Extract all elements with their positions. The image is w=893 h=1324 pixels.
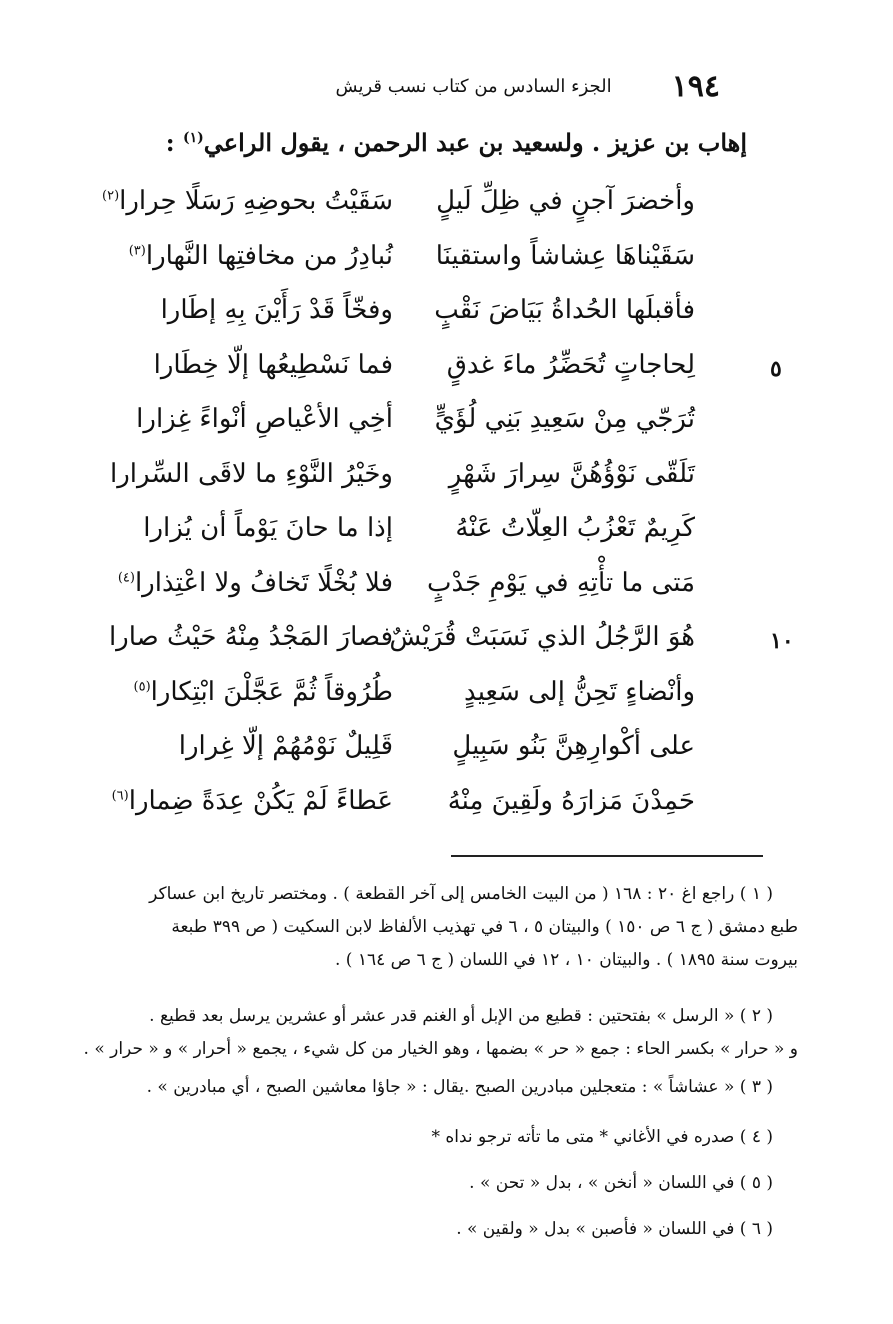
second-hemistich	[103, 731, 393, 761]
page-header	[280, 66, 720, 106]
second-hemistich	[103, 186, 393, 216]
footnote-line: ( ٤ ) صدره في الأغاني * متى ما تأته ترجو نداه *	[431, 1127, 773, 1147]
second-hemistich	[103, 295, 393, 325]
footnote-ref: (١)	[182, 130, 204, 146]
second-hemistich	[103, 241, 393, 271]
first-hemistich: مَتى ما تأْتِهِ في يَوْمِ جَدْبٍ	[426, 567, 695, 598]
footnote-line: ( ٢ ) « الرسل » بفتحتين : قطيع من الإبل أو الغنم قدر عشر أو عشرين يرسل بعد قطيع .	[149, 1006, 773, 1026]
footnote	[58, 878, 798, 977]
verse-line	[0, 778, 893, 833]
footnote-ref: (٥)	[133, 678, 151, 694]
second-hemistich-text: وخَيْرُ النَّوْءِ ما لاقَى السِّرارا	[110, 458, 393, 489]
intro-tail: :	[165, 128, 183, 157]
intro-text: إهاب بن عزيز . ولسعيد بن عبد الرحمن ، يقول الراعي	[203, 128, 747, 157]
footnote-separator	[451, 855, 763, 857]
second-hemistich	[103, 459, 393, 489]
second-hemistich-text: طُرُوقاً ثُمَّ عَجَّلْنَ ابْتِكارا	[150, 676, 393, 707]
running-title: الجزء السادس من كتاب نسب قريش	[335, 75, 612, 97]
footnote-line: بيروت سنة ١٨٩٥ ) . والبيتان ١٠ ، ١٢ في اللسان ( ج ٦ ص ١٦٤ ) .	[335, 950, 798, 970]
second-hemistich-text: عَطاءً لَمْ يَكُنْ عِدَةً ضِمارا	[128, 785, 393, 816]
footnote-line: ( ١ ) راجع اغ ٢٠ : ١٦٨ ( من البيت الخامس إلى آخر القطعة ) . ومختصر تاريخ ابن عساكر	[149, 884, 773, 904]
first-hemistich: تَلَقّى نَوْؤُهُنَّ سِرارَ شَهْرٍ	[448, 458, 695, 489]
footnote-line: ( ٥ ) في اللسان « أنخن » ، بدل « تحن » .	[469, 1173, 773, 1193]
footnote	[58, 1071, 798, 1104]
footnote-line: و « حرار » بكسر الحاء : جمع « حر » بضمها ، وهو الخيار من كل شيء ، يجمع « أحرار » و « حرار » .	[83, 1039, 798, 1059]
footnote-ref: (٣)	[128, 242, 146, 258]
footnote-line: طبع دمشق ( ج ٦ ص ١٥٠ ) والبيتان ٥ ، ٦ في تهذيب الألفاظ لابن السكيت ( ص ٣٩٩ طبعة	[171, 917, 798, 937]
verse-line	[0, 614, 893, 669]
footnote-line: ( ٦ ) في اللسان « فأصبن » بدل « ولقين » .	[456, 1219, 773, 1239]
first-hemistich: وأخضرَ آجنٍ في ظِلِّ لَيلٍ	[436, 186, 695, 216]
verse-line	[0, 669, 893, 724]
first-hemistich: كَرِيمٌ تَعْزُبُ العِلّاتُ عَنْهُ	[455, 513, 695, 543]
verse-line	[0, 505, 893, 560]
first-hemistich: وأنْضاءٍ تَحِنُّ إلى سَعِيدٍ	[464, 676, 695, 707]
second-hemistich	[103, 568, 393, 598]
second-hemistich-text: فصارَ المَجْدُ مِنْهُ حَيْثُ صارا	[108, 622, 393, 652]
second-hemistich-text: سَقَيْتُ بحوضِهِ رَسَلًا حِرارا	[119, 186, 393, 216]
footnote	[58, 1213, 798, 1246]
first-hemistich: تُرَجّي مِنْ سَعِيدِ بَنِي لُؤَيٍّ	[434, 404, 695, 434]
page-number: ١٩٤	[671, 68, 720, 104]
first-hemistich: على أكْوارِهِنَّ بَنُو سَبِيلٍ	[452, 731, 695, 761]
intro-line	[137, 128, 747, 157]
second-hemistich-text: نُبادِرُ من مخافتِها النَّهارا	[145, 240, 393, 271]
second-hemistich-text: فلا بُخْلًا تَخافُ ولا اعْتِذارا	[134, 567, 393, 598]
footnote-ref: (٦)	[111, 787, 129, 803]
footnote	[58, 1000, 798, 1066]
first-hemistich: حَمِدْنَ مَزارَهُ ولَقِينَ مِنْهُ	[447, 785, 695, 816]
second-hemistich-text: أخِي الأعْياصِ أنْواءً غِزارا	[136, 404, 393, 434]
footnote	[58, 1167, 798, 1200]
verse-line	[0, 396, 893, 451]
second-hemistich-text: وفخّاً قَدْ رَأَيْنَ بِهِ إطَارا	[160, 295, 393, 325]
verse-line	[0, 178, 893, 233]
line-number: ١٠	[770, 628, 794, 654]
footnote-ref: (٤)	[117, 569, 135, 585]
verse-line	[0, 560, 893, 615]
first-hemistich: هُوَ الرَّجُلُ الذي نَسَبَتْ قُرَيْشٌ	[389, 622, 695, 652]
first-hemistich: فأقبلَها الحُداةُ بَيَاضَ نَقْبٍ	[434, 295, 695, 325]
second-hemistich	[103, 404, 393, 434]
first-hemistich: لِحاجاتٍ تُحَضِّرُ ماءَ غدقٍ	[446, 349, 695, 380]
second-hemistich-text: فما نَسْطِيعُها إلّا خِطَارا	[153, 349, 393, 380]
verse-line	[0, 451, 893, 506]
second-hemistich	[103, 350, 393, 380]
footnote	[58, 1121, 798, 1154]
footnote-ref: (٢)	[102, 188, 120, 204]
second-hemistich	[103, 677, 393, 707]
verse-line	[0, 723, 893, 778]
second-hemistich	[103, 513, 393, 543]
verse-line	[0, 287, 893, 342]
verse-line	[0, 342, 893, 397]
second-hemistich-text: إذا ما حانَ يَوْماً أن يُزارا	[143, 513, 393, 543]
second-hemistich	[103, 786, 393, 816]
second-hemistich	[103, 622, 393, 652]
line-number: ٥	[770, 355, 782, 382]
first-hemistich: سَقَيْناهَا عِشاشاً واستقينَا	[435, 240, 695, 271]
verse-line	[0, 233, 893, 288]
second-hemistich-text: قَلِيلٌ نَوْمُهُمْ إلّا غِرارا	[178, 731, 393, 761]
footnote-line: ( ٣ ) « عشاشاً » : متعجلين مبادرين الصبح .يقال : « جاؤا معاشين الصبح ، أي مبادرين » .	[146, 1077, 773, 1097]
